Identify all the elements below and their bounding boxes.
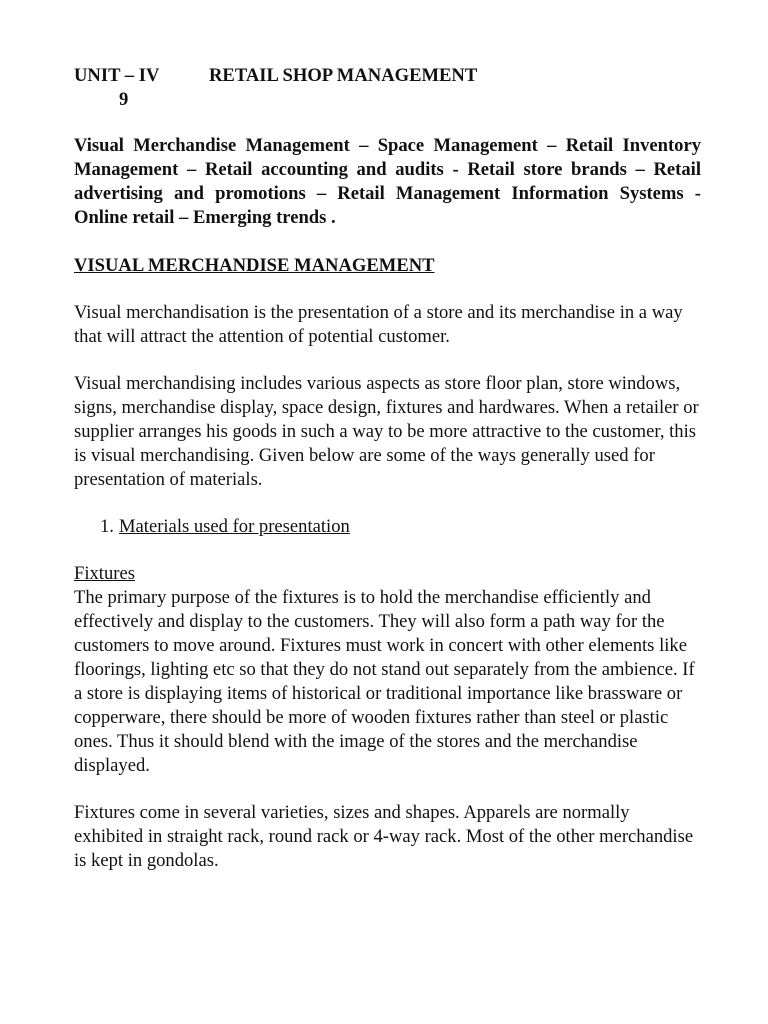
aspects-paragraph: Visual merchandising includes various aspects as store floor plan, store windows, signs, merchandise display, space design, fixtures and hardwares. When a retailer or supplier arranges his goods in such a way to be more attractive to the customer, this is visual merchandising. Given below are some of the ways generally used for presentation of materials. <box>74 373 699 490</box>
document-page <box>74 64 701 873</box>
list-item-number: 1. <box>100 516 114 537</box>
section-heading: VISUAL MERCHANDISE MANAGEMENT <box>74 255 435 276</box>
list-item-text: Materials used for presentation <box>119 516 350 537</box>
unit-label: UNIT – IV <box>74 65 160 86</box>
syllabus-topics: Visual Merchandise Management – Space Management – Retail Inventory Management – Retail accounting and audits - Retail store brands – Retail advertising and promotions – Retail Management Information Systems - Online retail – Emerging trends . <box>74 135 701 228</box>
fixtures-heading: Fixtures <box>74 563 135 584</box>
unit-title: RETAIL SHOP MANAGEMENT <box>209 65 478 86</box>
intro-paragraph: Visual merchandisation is the presentation of a store and its merchandise in a way that will attract the attention of potential customer. <box>74 302 683 347</box>
unit-header <box>74 64 701 88</box>
list-item <box>74 515 701 539</box>
unit-hours: 9 <box>119 89 129 110</box>
fixtures-paragraph-1: The primary purpose of the fixtures is to hold the merchandise efficiently and effectively and display to the customers. They will also form a path way for the customers to move around. Fixtures must work in concert with other elements like floorings, lighting etc so that they do not stand out separately from the ambience. If a store is displaying items of historical or traditional importance like brassware or copperware, there should be more of wooden fixtures rather than steel or plastic ones. Thus it should blend with the image of the stores and the merchandise displayed. <box>74 587 695 776</box>
fixtures-paragraph-2: Fixtures come in several varieties, sizes and shapes. Apparels are normally exhibited in straight rack, round rack or 4-way rack. Most of the other merchandise is kept in gondolas. <box>74 802 694 871</box>
